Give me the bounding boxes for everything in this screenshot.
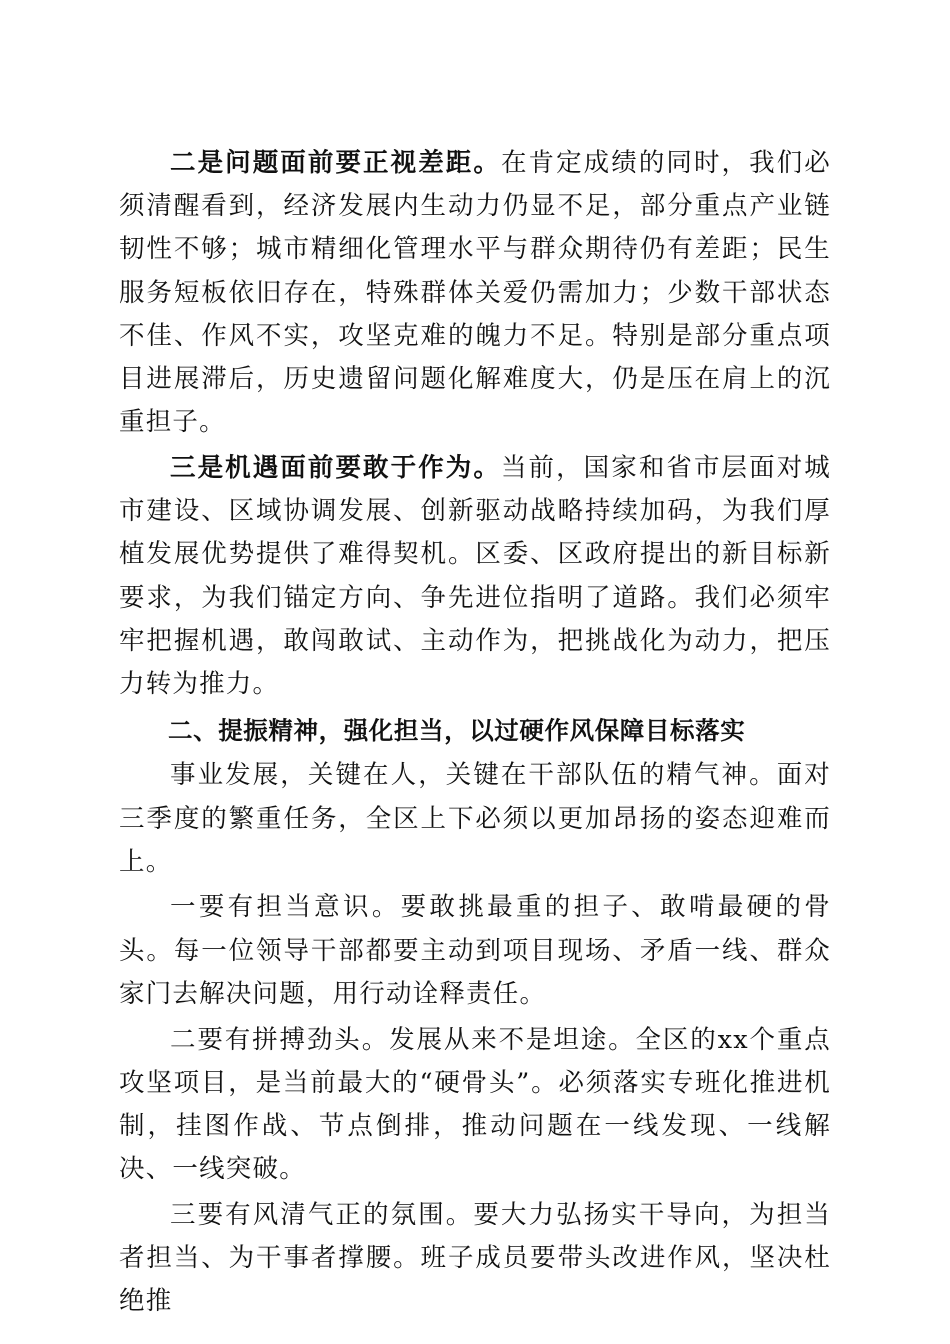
paragraph-intro: 事业发展，关键在人，关键在干部队伍的精气神。面对三季度的繁重任务，全区上下必须以更加昂扬的姿态迎难而上。 xyxy=(119,760,831,877)
paragraph-atmosphere: 三要有风清气正的氛围。要大力弘扬实干导向，为担当者担当、为干事者撑腰。班子成员要带头改进作风，坚决杜绝推 xyxy=(119,1199,831,1317)
paragraph-text: 当前，国家和省市层面对城市建设、区域协调发展、创新驱动战略持续加码，为我们厚植发展优势提供了难得契机。区委、区政府提出的新目标新要求，为我们锚定方向、争先进位指明了道路。我们必须牢牢把握机遇，敢闯敢试、主动作为，把挑战化为动力，把压力转为推力。 xyxy=(119,452,831,699)
paragraph-lead: 三是机遇面前要敢于作为。 xyxy=(170,452,501,483)
paragraph-responsibility: 一要有担当意识。要敢挑最重的担子、敢啃最硬的骨头。每一位领导干部都要主动到项目现场、矛盾一线、群众家门去解决问题，用行动诠释责任。 xyxy=(119,892,831,1009)
paragraph-lead: 二是问题面前要正视差距。 xyxy=(170,148,501,178)
paragraph-seize-opportunity xyxy=(119,447,831,706)
document-body xyxy=(119,142,831,1326)
paragraph-drive: 二要有拼搏劲头。发展从来不是坦途。全区的xx个重点攻坚项目，是当前最大的“硬骨头”。必须落实专班化推进机制，挂图作战、节点倒排，推动问题在一线发现、一线解决、一线突破。 xyxy=(119,1024,831,1185)
paragraph-text: 在肯定成绩的同时，我们必须清醒看到，经济发展内生动力仍显不足，部分重点产业链韧性不够；城市精细化管理水平与群众期待仍有差距；民生服务短板依旧存在，特殊群体关爱仍需加力；少数干部状态不佳、作风不实，攻坚克难的魄力不足。特别是部分重点项目进展滞后，历史遗留问题化解难度大，仍是压在肩上的沉重担子。 xyxy=(119,148,831,438)
paragraph-face-gaps xyxy=(119,142,831,444)
section-heading: 二、提振精神，强化担当，以过硬作风保障目标落实 xyxy=(168,715,746,745)
